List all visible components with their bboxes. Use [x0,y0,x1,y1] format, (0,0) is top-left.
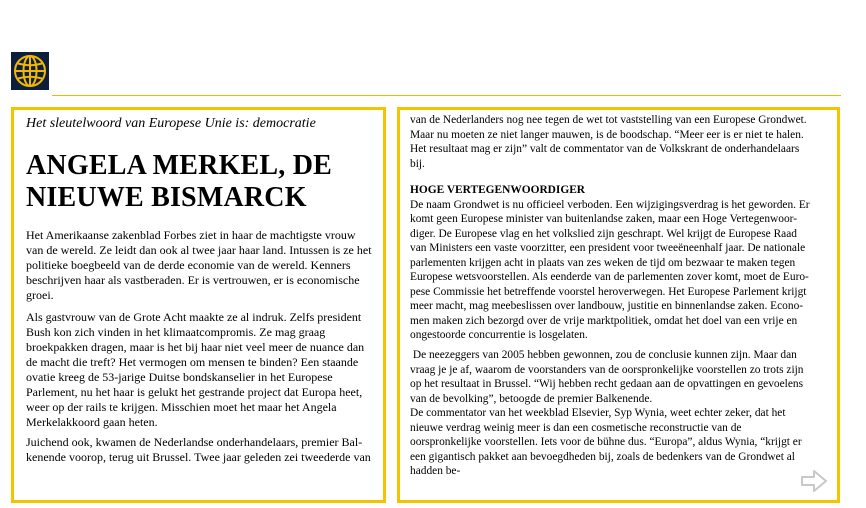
right-column [397,107,840,503]
text-line: de macht die treft? Het vermogen om mensen te binden? Een staande [26,355,359,369]
header-rule [52,95,841,96]
text-line: diger. De Europese vlag en het volkslied zijn geschrapt. Wel krijgt de Europese Raad [410,227,797,240]
paragraph [410,348,803,479]
text-line: Bush kon zich vinden in het klimaatcompromis. Ze mag graag [26,325,326,339]
paragraph [410,183,810,343]
text-line: broekpakken dragen, maar is het bij haar niet veel meer de nuance dan [26,340,365,354]
text-line: Maar nu moeten ze niet langer mauwen, is de boodschap. “Meer eer is er niet te halen. [410,128,804,141]
text-line: groei. [26,288,54,302]
text-line: hadden be- [410,465,461,477]
paragraph [26,435,371,465]
paragraph [410,113,807,171]
globe-logo [11,52,49,90]
globe-icon [11,52,49,90]
text-line: van de bevolking”, betoogde de premier Balkenende. [410,392,653,405]
paragraph [26,310,364,430]
text-line: meer macht, mag meebeslissen over landbouw, justitie en binnenlandse zaken. Econo- [410,300,804,312]
text-line: politieke boegbeeld van de derde economie van de wereld. Kenners [26,258,351,272]
paragraph [26,228,372,303]
text-line: weer op der rails te krijgen. Misschien moet het maar het Angela [26,400,337,414]
text-line: De naam Grondwet is nu officieel verboden. Een wijzigingsverdrag is het geworden. Er [410,198,810,211]
text-line: beschrijven haar als vastberaden. Er is vertrouwen, er is economische [26,273,360,287]
text-line: Parlement, nu het haar is gelukt het gestrande project dat Europa heet, [26,385,363,399]
text-line: op het resultaat in Brussel. “Wij hebben recht gedaan aan de opvattingen en gevoelens [410,378,804,390]
text-line: Juichend ook, kwamen de Nederlandse onderhandelaars, premier Bal- [26,435,363,449]
left-column [11,107,386,503]
text-line: men maken zich bezorgd over de vrije marktpolitiek, omdat het doel van een vrije en [410,314,798,327]
text-line: pese Commissie het betreffende voorstel heroverwegen. Het Europese Parlement krijgt [410,285,807,298]
text-line: vraag je je af, waarom de voorstanders van de oorspronkelijke voorstellen zo trots zijn [410,363,804,376]
text-line: Het resultaat mag er zijn” valt de commentator van de Volkskrant de onderhandelaars [410,143,800,155]
text-line: ovatie kreeg de 53-jarige Duitse bondskanselier in het Europese [26,370,333,384]
text-line: ongestoorde concurrentie is losgelaten. [410,329,588,341]
section-heading: HOGE VERTEGENWOORDIGER [410,184,586,196]
text-line: van Ministers een vaste voorzitter, een president voor tweeëneenhalf jaar. De nationale [410,242,806,254]
text-line: oorspronkelijke voorstellen. Iets voor de bühne dus. “Europa”, aldus Wynia, “krijgt er [410,436,802,448]
article-headline [26,150,376,214]
headline-line: NIEUWE BISMARCK [26,182,307,213]
text-line: Als gastvrouw van de Grote Acht maakte ze al indruk. Zelfs president [26,310,362,324]
headline-line: ANGELA MERKEL, DE [26,150,332,181]
text-line: De neezeggers van 2005 hebben gewonnen, zou de conclusie kunnen zijn. Maar dan [410,349,797,361]
text-line: parlementen krijgen acht in plaats van zes weken de tijd om bezwaar te maken tegen [410,256,796,269]
text-line: bij. [410,157,425,170]
arrow-right-icon[interactable] [801,470,827,492]
text-line: Merkelakkoord gaan heten. [26,415,158,429]
text-line: een gigantisch pakket aan bevoegdheden bij, zoals de bedenkers van de Grondwet al [410,450,795,463]
text-line: De commentator van het weekblad Elsevier, Syp Wynia, weet echter zeker, dat het [410,407,786,419]
text-line: Het Amerikaanse zakenblad Forbes ziet in haar de machtigste vrouw [26,228,356,242]
text-line: van de wereld. Ze leidt dan ook al twee jaar haar land. Intussen is ze het [26,243,372,257]
text-line: komt geen Europese minister van buitenlandse zaken, maar een Hoge Vertegenwoor- [410,213,798,225]
text-line: van de Nederlanders nog nee tegen de wet tot vaststelling van een Europese Grondwet. [410,114,807,126]
article-subtitle: Het sleutelwoord van Europese Unie is: democratie [26,116,316,131]
text-line: nieuwe verdrag weinig meer is dan een cosmetische reconstructie van de [410,421,742,434]
text-line: Europese wetsvoorstellen. Als eenderde van de parlementen zover komt, moet de Euro- [410,271,809,283]
text-line: kenende voorop, terug uit Brussel. Twee jaar geleden zei tweederde van [26,450,371,464]
